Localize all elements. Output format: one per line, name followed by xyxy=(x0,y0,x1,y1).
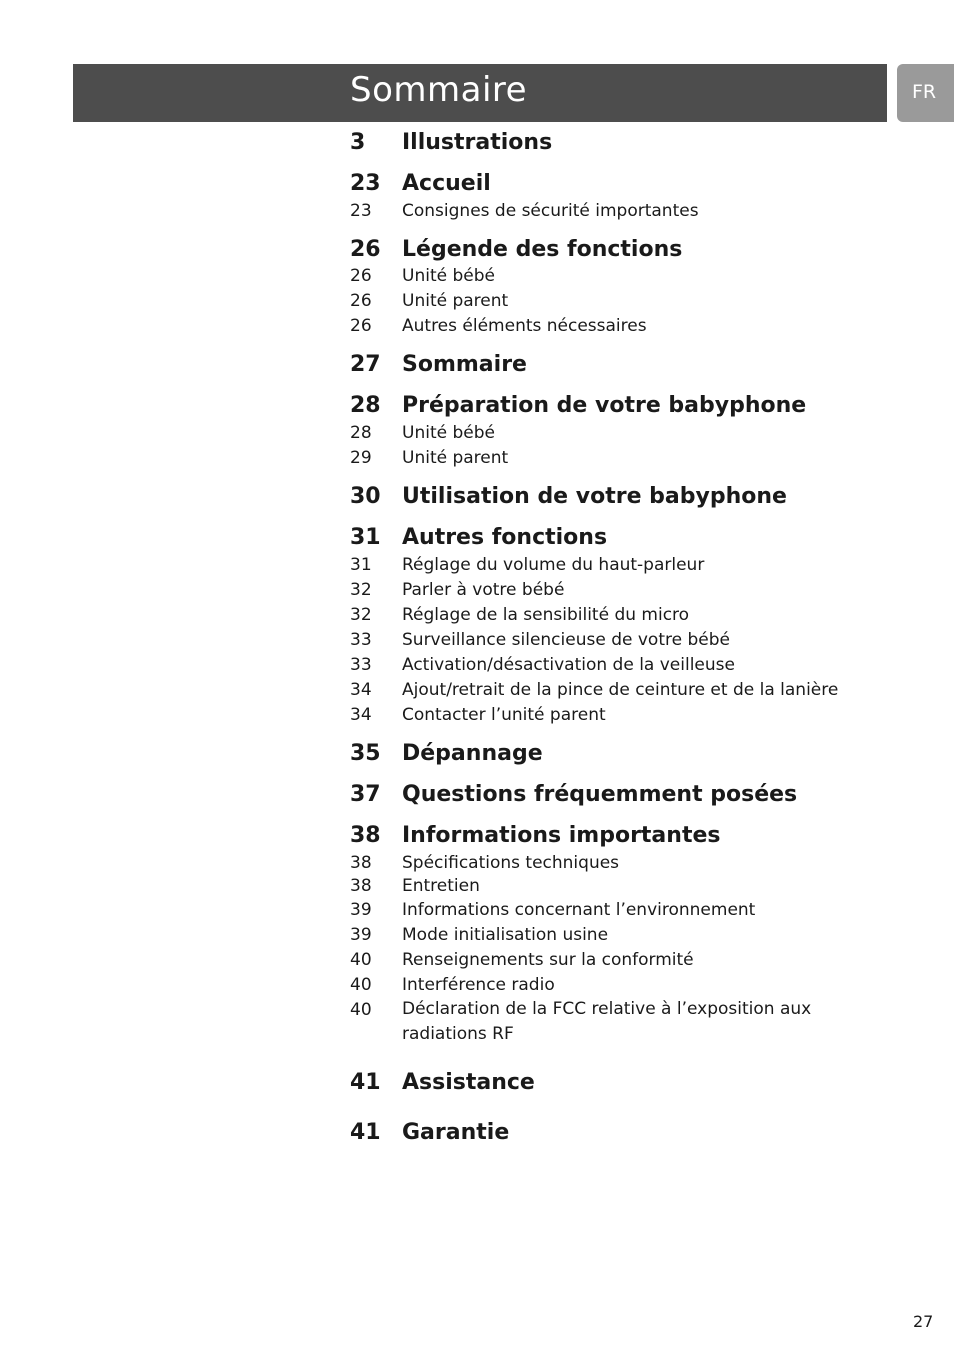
section-title: Illustrations xyxy=(402,130,553,155)
entry-title: Activation/désactivation de la veilleuse xyxy=(402,655,735,675)
entry-page-number: 38 xyxy=(350,876,372,896)
entry-title: Unité parent xyxy=(402,448,509,468)
entry-page-number: 40 xyxy=(350,975,372,995)
entry-page-number: 32 xyxy=(350,605,372,625)
section-title: Légende des fonctions xyxy=(402,237,683,262)
section-page-number: 23 xyxy=(350,171,381,196)
section-title: Assistance xyxy=(402,1070,535,1095)
section-title: Préparation de votre babyphone xyxy=(402,393,807,418)
entry-title: Réglage de la sensibilité du micro xyxy=(402,605,690,625)
entry-title: Renseignements sur la conformité xyxy=(402,950,694,970)
section-page-number: 38 xyxy=(350,823,381,848)
entry-title: Contacter l’unité parent xyxy=(402,705,606,725)
entry-page-number: 38 xyxy=(350,853,372,873)
section-title: Garantie xyxy=(402,1120,510,1145)
section-title: Informations importantes xyxy=(402,823,721,848)
entry-title: Informations concernant l’environnement xyxy=(402,900,756,920)
section-page-number: 41 xyxy=(350,1070,381,1095)
entry-page-number: 32 xyxy=(350,580,372,600)
entry-page-number: 40 xyxy=(350,1000,372,1020)
entry-title: Autres éléments nécessaires xyxy=(402,316,647,336)
section-page-number: 31 xyxy=(350,525,381,550)
entry-page-number: 28 xyxy=(350,423,372,443)
entry-page-number: 34 xyxy=(350,680,372,700)
entry-page-number: 29 xyxy=(350,448,372,468)
entry-title: Spécifications techniques xyxy=(402,853,620,873)
language-label: FR xyxy=(912,81,937,103)
section-page-number: 41 xyxy=(350,1120,381,1145)
entry-title: Réglage du volume du haut-parleur xyxy=(402,555,705,575)
entry-page-number: 31 xyxy=(350,555,372,575)
entry-page-number: 33 xyxy=(350,630,372,650)
entry-page-number: 34 xyxy=(350,705,372,725)
entry-page-number: 26 xyxy=(350,291,372,311)
entry-page-number: 33 xyxy=(350,655,372,675)
section-title: Accueil xyxy=(402,171,491,196)
entry-page-number: 26 xyxy=(350,266,372,286)
entry-page-number: 39 xyxy=(350,925,372,945)
entry-title: Consignes de sécurité importantes xyxy=(402,201,699,221)
entry-title: Ajout/retrait de la pince de ceinture et de la lanière xyxy=(402,680,839,700)
entry-page-number: 40 xyxy=(350,950,372,970)
entry-page-number: 26 xyxy=(350,316,372,336)
entry-page-number: 39 xyxy=(350,900,372,920)
section-title: Dépannage xyxy=(402,741,543,766)
section-title: Sommaire xyxy=(402,352,527,377)
section-page-number: 26 xyxy=(350,237,381,262)
entry-title: Déclaration de la FCC relative à l’exposition aux radiations RF xyxy=(402,999,812,1044)
entry-page-number: 23 xyxy=(350,201,372,221)
entry-title: Interférence radio xyxy=(402,975,555,995)
section-page-number: 30 xyxy=(350,484,381,509)
section-title: Questions fréquemment posées xyxy=(402,782,798,807)
title-bar xyxy=(73,64,887,122)
entry-title: Parler à votre bébé xyxy=(402,580,565,600)
entry-title: Surveillance silencieuse de votre bébé xyxy=(402,630,730,650)
section-title: Autres fonctions xyxy=(402,525,608,550)
section-page-number: 35 xyxy=(350,741,381,766)
entry-title: Unité bébé xyxy=(402,423,495,443)
entry-title: Entretien xyxy=(402,876,480,896)
entry-title: Unité bébé xyxy=(402,266,495,286)
entry-title: Mode initialisation usine xyxy=(402,925,609,945)
section-page-number: 27 xyxy=(350,352,381,377)
section-page-number: 37 xyxy=(350,782,381,807)
language-tab xyxy=(897,64,954,122)
section-title: Utilisation de votre babyphone xyxy=(402,484,787,509)
section-page-number: 28 xyxy=(350,393,381,418)
entry-title: Unité parent xyxy=(402,291,509,311)
section-page-number: 3 xyxy=(350,130,366,155)
page-title: Sommaire xyxy=(350,70,528,110)
page-number: 27 xyxy=(913,1312,934,1331)
